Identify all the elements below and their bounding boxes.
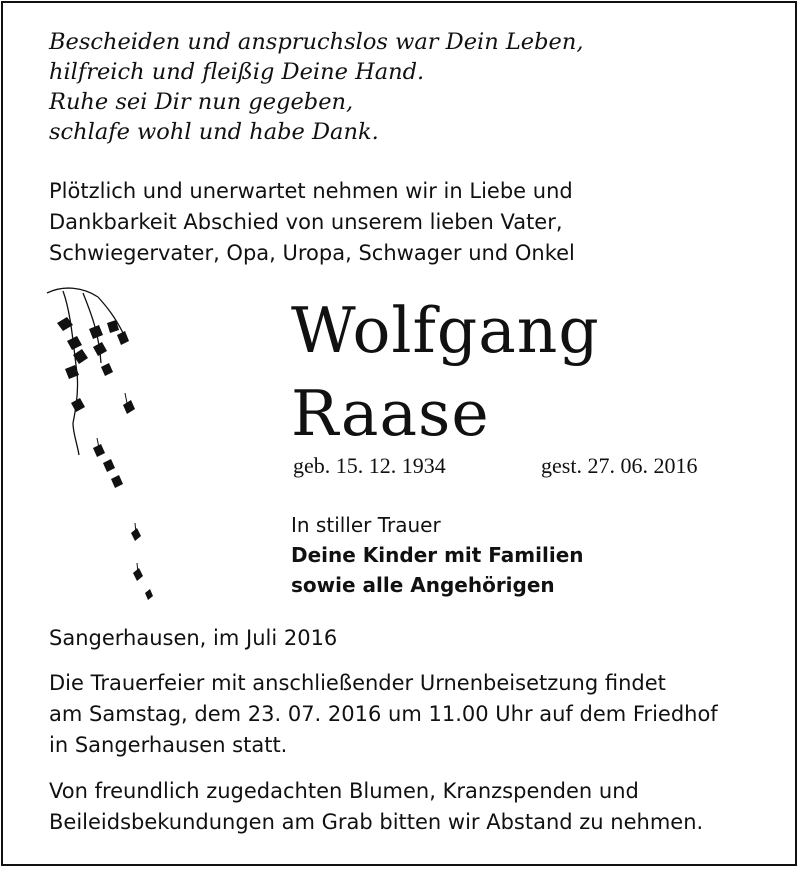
funeral-line: am Samstag, dem 23. 07. 2016 um 11.00 Uhr auf dem Friedhof (49, 702, 718, 726)
announcement-intro (49, 176, 575, 269)
intro-line: Dankbarkeit Abschied von unserem lieben Vater, (49, 210, 563, 234)
place-date: Sangerhausen, im Juli 2016 (49, 626, 338, 650)
funeral-info (49, 668, 718, 761)
poem-line: Bescheiden und anspruchslos war Dein Leben, (49, 29, 584, 55)
deceased-first-name: Wolfgang (291, 294, 600, 367)
mourning-intro: In stiller Trauer (291, 513, 441, 537)
flowers-request (49, 776, 703, 838)
poem-line: Ruhe sei Dir nun gegeben, (49, 89, 354, 115)
birth-date: geb. 15. 12. 1934 (293, 453, 446, 478)
birch-branch-icon (43, 283, 173, 613)
mourners-line: Deine Kinder mit Familien (291, 543, 584, 567)
mourners-block (291, 510, 584, 600)
request-line: Von freundlich zugedachten Blumen, Kranzspenden und (49, 779, 639, 803)
poem-line: hilfreich und fleißig Deine Hand. (49, 59, 425, 85)
deceased-name (291, 289, 600, 455)
intro-line: Schwiegervater, Opa, Uropa, Schwager und Onkel (49, 241, 575, 265)
intro-line: Plötzlich und unerwartet nehmen wir in Liebe und (49, 179, 573, 203)
funeral-line: in Sangerhausen statt. (49, 733, 288, 757)
memorial-poem (49, 27, 583, 147)
funeral-line: Die Trauerfeier mit anschließender Urnenbeisetzung findet (49, 671, 666, 695)
death-date: gest. 27. 06. 2016 (541, 453, 698, 478)
mourners-line: sowie alle Angehörigen (291, 573, 555, 597)
obituary-notice (1, 1, 797, 866)
deceased-last-name: Raase (291, 377, 490, 450)
request-line: Beileidsbekundungen am Grab bitten wir Abstand zu nehmen. (49, 810, 704, 834)
poem-line: schlafe wohl und habe Dank. (49, 119, 379, 145)
